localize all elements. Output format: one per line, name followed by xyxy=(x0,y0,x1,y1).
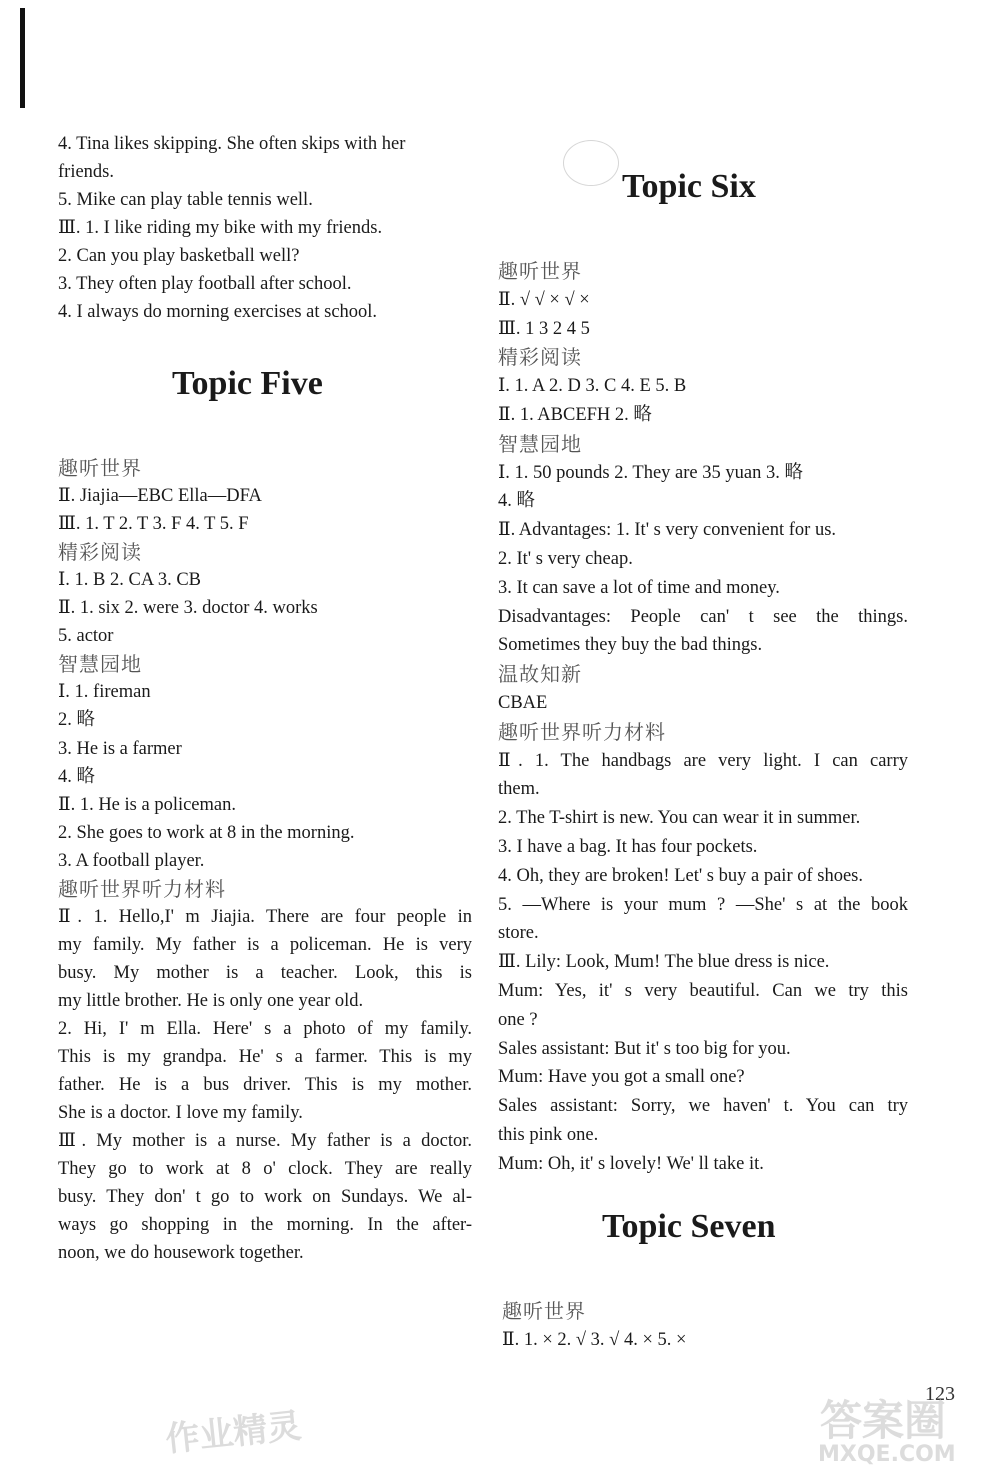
answer-line: Ⅱ. 1. × 2. √ 3. √ 4. × 5. × xyxy=(502,1330,687,1350)
answer-line: 3. It can save a lot of time and money. xyxy=(498,577,780,598)
answer-line: Mum: Yes, it' s very beautiful. Can we try this xyxy=(498,981,908,1001)
section-heading: 精彩阅读 xyxy=(498,345,582,370)
answer-line: Ⅱ. 1. ABCEFH 2. 略 xyxy=(498,405,652,425)
answer-line: 5. —Where is your mum ? —She' s at the book xyxy=(498,894,908,915)
stamp-seal xyxy=(563,140,619,186)
answer-line: They go to work at 8 o' clock. They are really xyxy=(58,1159,472,1180)
answer-line: 4. Oh, they are broken! Let' s buy a pair of shoes. xyxy=(498,865,864,886)
answer-line: busy. My mother is a teacher. Look, this is xyxy=(58,962,472,983)
answer-line: this pink one. xyxy=(498,1125,599,1145)
section-heading: 智慧园地 xyxy=(58,652,142,677)
answer-line: Ⅲ. 1. I like riding my bike with my friends. xyxy=(58,218,383,238)
answer-line: 2. It' s very cheap. xyxy=(498,549,633,569)
answer-line: father. He is a bus driver. This is my mother. xyxy=(58,1075,472,1096)
answer-line: Ⅲ. My mother is a nurse. My father is a doctor. xyxy=(58,1131,472,1152)
answer-line: Sales assistant: But it' s too big for you. xyxy=(498,1038,791,1059)
answer-line: 2. Hi, I' m Ella. Here' s a photo of my family. xyxy=(58,1019,472,1039)
answer-line: one ? xyxy=(498,1009,538,1030)
section-heading: 趣听世界听力材料 xyxy=(58,876,226,901)
answer-line: Ⅲ. 1 3 2 4 5 xyxy=(498,318,590,339)
answer-line: ways go shopping in the morning. In the after- xyxy=(58,1215,472,1236)
answer-line: CBAE xyxy=(498,693,548,713)
answer-line: my family. My father is a policeman. He is very xyxy=(58,934,472,955)
margin-bar xyxy=(20,8,25,108)
section-heading: 温故知新 xyxy=(498,662,582,687)
answer-line: 3. I have a bag. It has four pockets. xyxy=(498,837,758,857)
answer-line: Ⅱ. Jiajia—EBC Ella—DFA xyxy=(58,486,262,507)
answer-line: Ⅱ. 1. Hello,I' m Jiajia. There are four people in xyxy=(58,906,472,927)
answer-line: 3. A football player. xyxy=(58,850,205,871)
answer-line: noon, we do housework together. xyxy=(58,1243,304,1264)
answer-line: 2. Can you play basketball well? xyxy=(58,246,300,266)
answer-line: 5. actor xyxy=(58,626,114,647)
answer-line: Disadvantages: People can' t see the things. xyxy=(498,606,908,627)
answer-line: Ⅱ. 1. He is a policeman. xyxy=(58,794,236,815)
answer-line: 5. Mike can play table tennis well. xyxy=(58,190,313,210)
page-number: 123 xyxy=(925,1383,955,1405)
answer-line: Ⅰ. 1. 50 pounds 2. They are 35 yuan 3. 略 xyxy=(498,462,803,483)
answer-line: 4. 略 xyxy=(498,491,536,512)
answer-line: Ⅱ. 1. six 2. were 3. doctor 4. works xyxy=(58,598,318,619)
answer-line: Sales assistant: Sorry, we haven' t. You can try xyxy=(498,1096,908,1117)
watermark-right: 答案圈 xyxy=(820,1396,947,1445)
answer-line: 4. Tina likes skipping. She often skips with her xyxy=(58,134,406,154)
answer-line: Ⅱ. √ √ × √ × xyxy=(498,289,590,310)
topic-seven-heading: Topic Seven xyxy=(602,1208,776,1245)
answer-line: my little brother. He is only one year old. xyxy=(58,990,364,1011)
section-heading: 趣听世界 xyxy=(58,456,142,480)
answer-line: She is a doctor. I love my family. xyxy=(58,1103,303,1124)
topic-five-heading: Topic Five xyxy=(172,365,323,402)
answer-line: 2. The T-shirt is new. You can wear it in summer. xyxy=(498,808,861,829)
answer-line: Mum: Oh, it' s lovely! We' ll take it. xyxy=(498,1153,764,1174)
topic-six-heading: Topic Six xyxy=(622,168,756,205)
answer-line: 3. He is a farmer xyxy=(58,738,182,759)
answer-line: 4. 略 xyxy=(58,766,96,787)
answer-line: This is my grandpa. He' s a farmer. This is my xyxy=(58,1047,472,1068)
answer-line: Mum: Have you got a small one? xyxy=(498,1067,745,1088)
answer-line: friends. xyxy=(58,162,114,182)
section-heading: 智慧园地 xyxy=(498,431,582,456)
watermark-url: MXQE.COM xyxy=(818,1442,956,1467)
section-heading: 趣听世界听力材料 xyxy=(498,719,666,744)
answer-line: Ⅰ. 1. B 2. CA 3. CB xyxy=(58,570,202,591)
watermark-left: 作业精灵 xyxy=(163,1405,304,1460)
answer-line: Ⅲ. Lily: Look, Mum! The blue dress is nice. xyxy=(498,952,830,973)
answer-line: Ⅲ. 1. T 2. T 3. F 4. T 5. F xyxy=(58,514,249,535)
answer-line: busy. They don' t go to work on Sundays. We al- xyxy=(58,1187,472,1208)
answer-line: 3. They often play football after school. xyxy=(58,274,352,294)
section-heading: 趣听世界 xyxy=(502,1299,586,1323)
section-heading: 精彩阅读 xyxy=(58,540,142,565)
answer-line: Sometimes they buy the bad things. xyxy=(498,635,763,656)
answer-line: Ⅰ. 1. fireman xyxy=(58,682,151,703)
answer-line: store. xyxy=(498,923,539,944)
answer-line: Ⅰ. 1. A 2. D 3. C 4. E 5. B xyxy=(498,376,687,397)
answer-line: Ⅱ. 1. The handbags are very light. I can carry xyxy=(498,750,908,771)
section-heading: 趣听世界 xyxy=(498,259,582,283)
answer-line: 2. She goes to work at 8 in the morning. xyxy=(58,822,355,843)
answer-line: 4. I always do morning exercises at school. xyxy=(58,302,378,322)
answer-line: 2. 略 xyxy=(58,710,96,731)
answer-line: them. xyxy=(498,779,540,800)
answer-line: Ⅱ. Advantages: 1. It' s very convenient for us. xyxy=(498,520,837,541)
